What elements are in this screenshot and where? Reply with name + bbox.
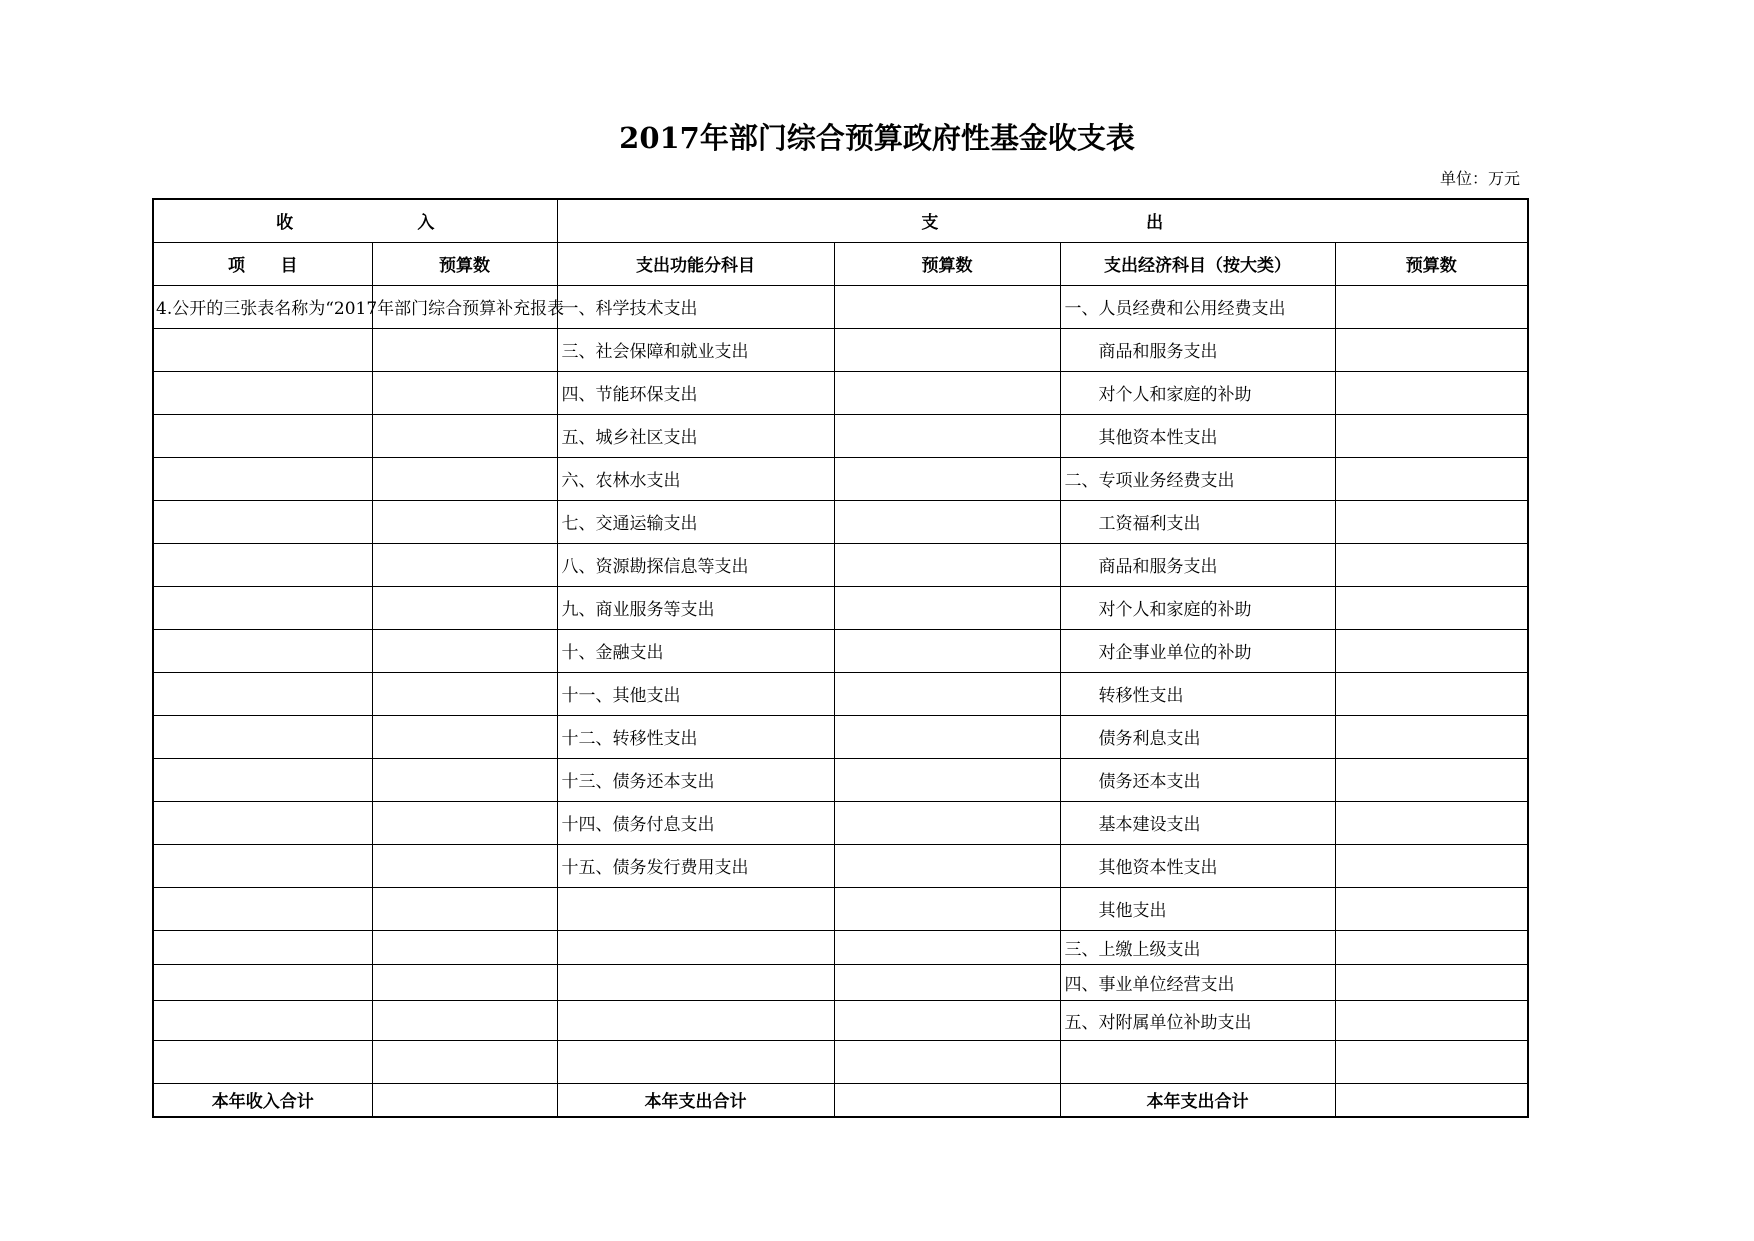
- econ-item-cell: 商品和服务支出: [1060, 328, 1335, 371]
- income-item-cell: [153, 586, 372, 629]
- econ-budget-cell: [1335, 586, 1528, 629]
- econ-item-cell: 一、人员经费和公用经费支出: [1060, 285, 1335, 328]
- func-budget-cell: [834, 1040, 1060, 1083]
- econ-item-cell: 债务还本支出: [1060, 758, 1335, 801]
- econ-item-cell: 四、事业单位经营支出: [1060, 964, 1335, 1000]
- col-func-header: 支出功能分科目: [557, 242, 834, 285]
- header-row-1: [153, 199, 1528, 242]
- income-budget-cell: [372, 844, 557, 887]
- income-item-cell: [153, 887, 372, 930]
- func-budget-cell: [834, 543, 1060, 586]
- income-item-cell: [153, 1000, 372, 1040]
- income-item-cell: [153, 844, 372, 887]
- econ-budget-cell: [1335, 930, 1528, 964]
- totals-row: [153, 1083, 1528, 1117]
- table-row: [153, 457, 1528, 500]
- func-item-cell: 十五、债务发行费用支出: [557, 844, 834, 887]
- func-budget-cell: [834, 500, 1060, 543]
- table-row: [153, 930, 1528, 964]
- col-budget-header: 预算数: [1335, 242, 1528, 285]
- income-item-cell: [153, 414, 372, 457]
- table-row: [153, 371, 1528, 414]
- table-row: [153, 629, 1528, 672]
- econ-budget-cell: [1335, 672, 1528, 715]
- col-item-header: 项 目: [153, 242, 372, 285]
- income-budget-cell: [372, 887, 557, 930]
- table-row: [153, 887, 1528, 930]
- econ-budget-cell: [1335, 500, 1528, 543]
- func-budget-cell: [834, 887, 1060, 930]
- func-item-cell: 九、商业服务等支出: [557, 586, 834, 629]
- table-row: [153, 844, 1528, 887]
- col-econ-header: 支出经济科目（按大类）: [1060, 242, 1335, 285]
- econ-budget-cell: [1335, 1000, 1528, 1040]
- income-item-cell: [153, 500, 372, 543]
- econ-item-cell: 对个人和家庭的补助: [1060, 586, 1335, 629]
- income-item-cell: [153, 543, 372, 586]
- func-budget-cell: [834, 586, 1060, 629]
- income-item-cell: [153, 930, 372, 964]
- econ-item-cell: [1060, 1040, 1335, 1083]
- func-budget-cell: [834, 930, 1060, 964]
- econ-item-cell: 其他资本性支出: [1060, 844, 1335, 887]
- income-total-value: [372, 1083, 557, 1117]
- econ-item-cell: 转移性支出: [1060, 672, 1335, 715]
- func-item-cell: 十二、转移性支出: [557, 715, 834, 758]
- func-budget-cell: [834, 1000, 1060, 1040]
- income-budget-cell: [372, 715, 557, 758]
- econ-budget-cell: [1335, 414, 1528, 457]
- econ-budget-cell: [1335, 715, 1528, 758]
- econ-budget-cell: [1335, 801, 1528, 844]
- income-item-cell: [153, 715, 372, 758]
- income-item-cell: [153, 964, 372, 1000]
- econ-item-cell: 债务利息支出: [1060, 715, 1335, 758]
- func-budget-cell: [834, 629, 1060, 672]
- econ-budget-cell: [1335, 457, 1528, 500]
- income-total-label: 本年收入合计: [153, 1083, 372, 1117]
- econ-item-cell: 其他支出: [1060, 887, 1335, 930]
- func-item-cell: 七、交通运输支出: [557, 500, 834, 543]
- econ-item-cell: 对企事业单位的补助: [1060, 629, 1335, 672]
- income-item-cell: [153, 672, 372, 715]
- econ-budget-cell: [1335, 964, 1528, 1000]
- func-budget-cell: [834, 758, 1060, 801]
- income-budget-cell: [372, 801, 557, 844]
- func-item-cell: 八、资源勘探信息等支出: [557, 543, 834, 586]
- econ-budget-cell: [1335, 758, 1528, 801]
- income-budget-cell: [372, 672, 557, 715]
- income-item-cell: [153, 758, 372, 801]
- income-budget-cell: [372, 1040, 557, 1083]
- func-budget-cell: [834, 964, 1060, 1000]
- econ-item-cell: 三、上缴上级支出: [1060, 930, 1335, 964]
- func-budget-cell: [834, 414, 1060, 457]
- table-row: [153, 1040, 1528, 1083]
- econ-item-cell: 工资福利支出: [1060, 500, 1335, 543]
- table-row: [153, 414, 1528, 457]
- table-row: [153, 715, 1528, 758]
- expense-header: 支 出: [557, 199, 1528, 242]
- col-budget-header: 预算数: [834, 242, 1060, 285]
- econ-item-cell: 对个人和家庭的补助: [1060, 371, 1335, 414]
- page-title: 2017年部门综合预算政府性基金收支表: [619, 121, 1135, 155]
- econ-item-cell: 基本建设支出: [1060, 801, 1335, 844]
- func-budget-cell: [834, 457, 1060, 500]
- table-row: [153, 285, 1528, 328]
- table-row: [153, 500, 1528, 543]
- income-budget-cell: [372, 328, 557, 371]
- income-budget-cell: [372, 414, 557, 457]
- econ-budget-cell: [1335, 1040, 1528, 1083]
- income-budget-cell: [372, 930, 557, 964]
- income-item-cell: 4.公开的三张表名称为“2017年部门综合预算补充报表: [153, 285, 372, 328]
- income-item-cell: [153, 328, 372, 371]
- expense-econ-total-value: [1335, 1083, 1528, 1117]
- income-budget-cell: [372, 758, 557, 801]
- econ-budget-cell: [1335, 543, 1528, 586]
- econ-item-cell: 其他资本性支出: [1060, 414, 1335, 457]
- func-item-cell: [557, 887, 834, 930]
- income-budget-cell: [372, 586, 557, 629]
- income-budget-cell: [372, 964, 557, 1000]
- income-item-cell: [153, 371, 372, 414]
- func-budget-cell: [834, 371, 1060, 414]
- econ-budget-cell: [1335, 844, 1528, 887]
- func-budget-cell: [834, 328, 1060, 371]
- func-item-cell: [557, 964, 834, 1000]
- econ-budget-cell: [1335, 328, 1528, 371]
- income-item-cell: [153, 801, 372, 844]
- func-item-cell: 五、城乡社区支出: [557, 414, 834, 457]
- func-item-cell: 六、农林水支出: [557, 457, 834, 500]
- income-budget-cell: [372, 1000, 557, 1040]
- func-item-cell: 三、社会保障和就业支出: [557, 328, 834, 371]
- table-row: [153, 328, 1528, 371]
- header-row-2: [153, 242, 1528, 285]
- income-item-cell: [153, 457, 372, 500]
- func-item-cell: 十一、其他支出: [557, 672, 834, 715]
- func-budget-cell: [834, 844, 1060, 887]
- func-budget-cell: [834, 715, 1060, 758]
- income-budget-cell: [372, 500, 557, 543]
- econ-item-cell: 五、对附属单位补助支出: [1060, 1000, 1335, 1040]
- func-item-cell: 十、金融支出: [557, 629, 834, 672]
- table-row: [153, 801, 1528, 844]
- econ-budget-cell: [1335, 371, 1528, 414]
- table-row: [153, 1000, 1528, 1040]
- income-budget-cell: [372, 371, 557, 414]
- func-item-cell: 一、科学技术支出: [557, 285, 834, 328]
- expense-econ-total-label: 本年支出合计: [1060, 1083, 1335, 1117]
- income-item-cell: [153, 629, 372, 672]
- func-item-cell: 十三、债务还本支出: [557, 758, 834, 801]
- func-item-cell: [557, 1000, 834, 1040]
- func-budget-cell: [834, 285, 1060, 328]
- expense-func-total-label: 本年支出合计: [557, 1083, 834, 1117]
- income-header: 收 入: [153, 199, 557, 242]
- func-item-cell: [557, 1040, 834, 1083]
- table-row: [153, 543, 1528, 586]
- table-row: [153, 964, 1528, 1000]
- func-item-cell: [557, 930, 834, 964]
- econ-budget-cell: [1335, 285, 1528, 328]
- func-budget-cell: [834, 801, 1060, 844]
- income-budget-cell: [372, 629, 557, 672]
- expense-func-total-value: [834, 1083, 1060, 1117]
- income-budget-cell: [372, 457, 557, 500]
- budget-table: [152, 198, 1529, 1118]
- func-item-cell: 四、节能环保支出: [557, 371, 834, 414]
- col-budget-header: 预算数: [372, 242, 557, 285]
- econ-item-cell: 二、专项业务经费支出: [1060, 457, 1335, 500]
- income-item-cell: [153, 1040, 372, 1083]
- table-row: [153, 758, 1528, 801]
- table-row: [153, 672, 1528, 715]
- func-item-cell: 十四、债务付息支出: [557, 801, 834, 844]
- income-budget-cell: [372, 543, 557, 586]
- unit-label: 单位：万元: [1439, 169, 1520, 188]
- econ-budget-cell: [1335, 629, 1528, 672]
- func-budget-cell: [834, 672, 1060, 715]
- econ-budget-cell: [1335, 887, 1528, 930]
- econ-item-cell: 商品和服务支出: [1060, 543, 1335, 586]
- table-row: [153, 586, 1528, 629]
